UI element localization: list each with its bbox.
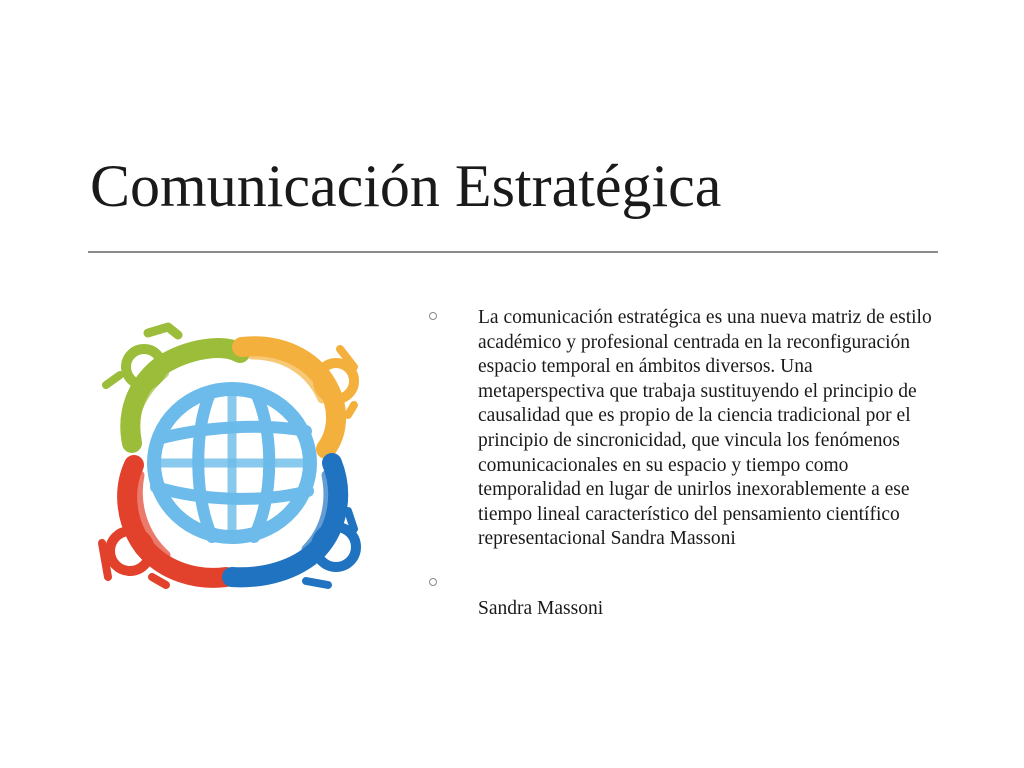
circle-bullet-icon xyxy=(429,312,437,320)
bullet-list xyxy=(420,306,940,621)
four-people-globe-icon xyxy=(92,315,367,595)
bullet-text: Sandra Massoni xyxy=(478,597,604,619)
bullet-item-author xyxy=(420,572,940,621)
circle-bullet-icon xyxy=(429,578,437,586)
blank-line xyxy=(478,572,940,597)
blue-figure xyxy=(232,463,356,585)
globe-icon xyxy=(154,389,310,537)
title-divider xyxy=(88,251,938,253)
bullet-item-definition xyxy=(420,306,940,552)
bullet-text: La comunicación estratégica es una nueva matriz de estilo académico y profesional centrada en la reconfiguración espacio temporal en ámbitos diversos. Una metaperspectiva que trabaja sustituyendo el principio de causalidad que es propio de la ciencia tradicional por el principio de sincronicidad, que vincula los fenómenos comunicacionales en su espacio y tiempo como temporalidad en lugar de unirlos inexorablemente a ese tiempo lineal característico del pensamiento científico representacional Sandra Massoni xyxy=(478,307,932,550)
slide-title: Comunicación Estratégica xyxy=(90,153,722,219)
